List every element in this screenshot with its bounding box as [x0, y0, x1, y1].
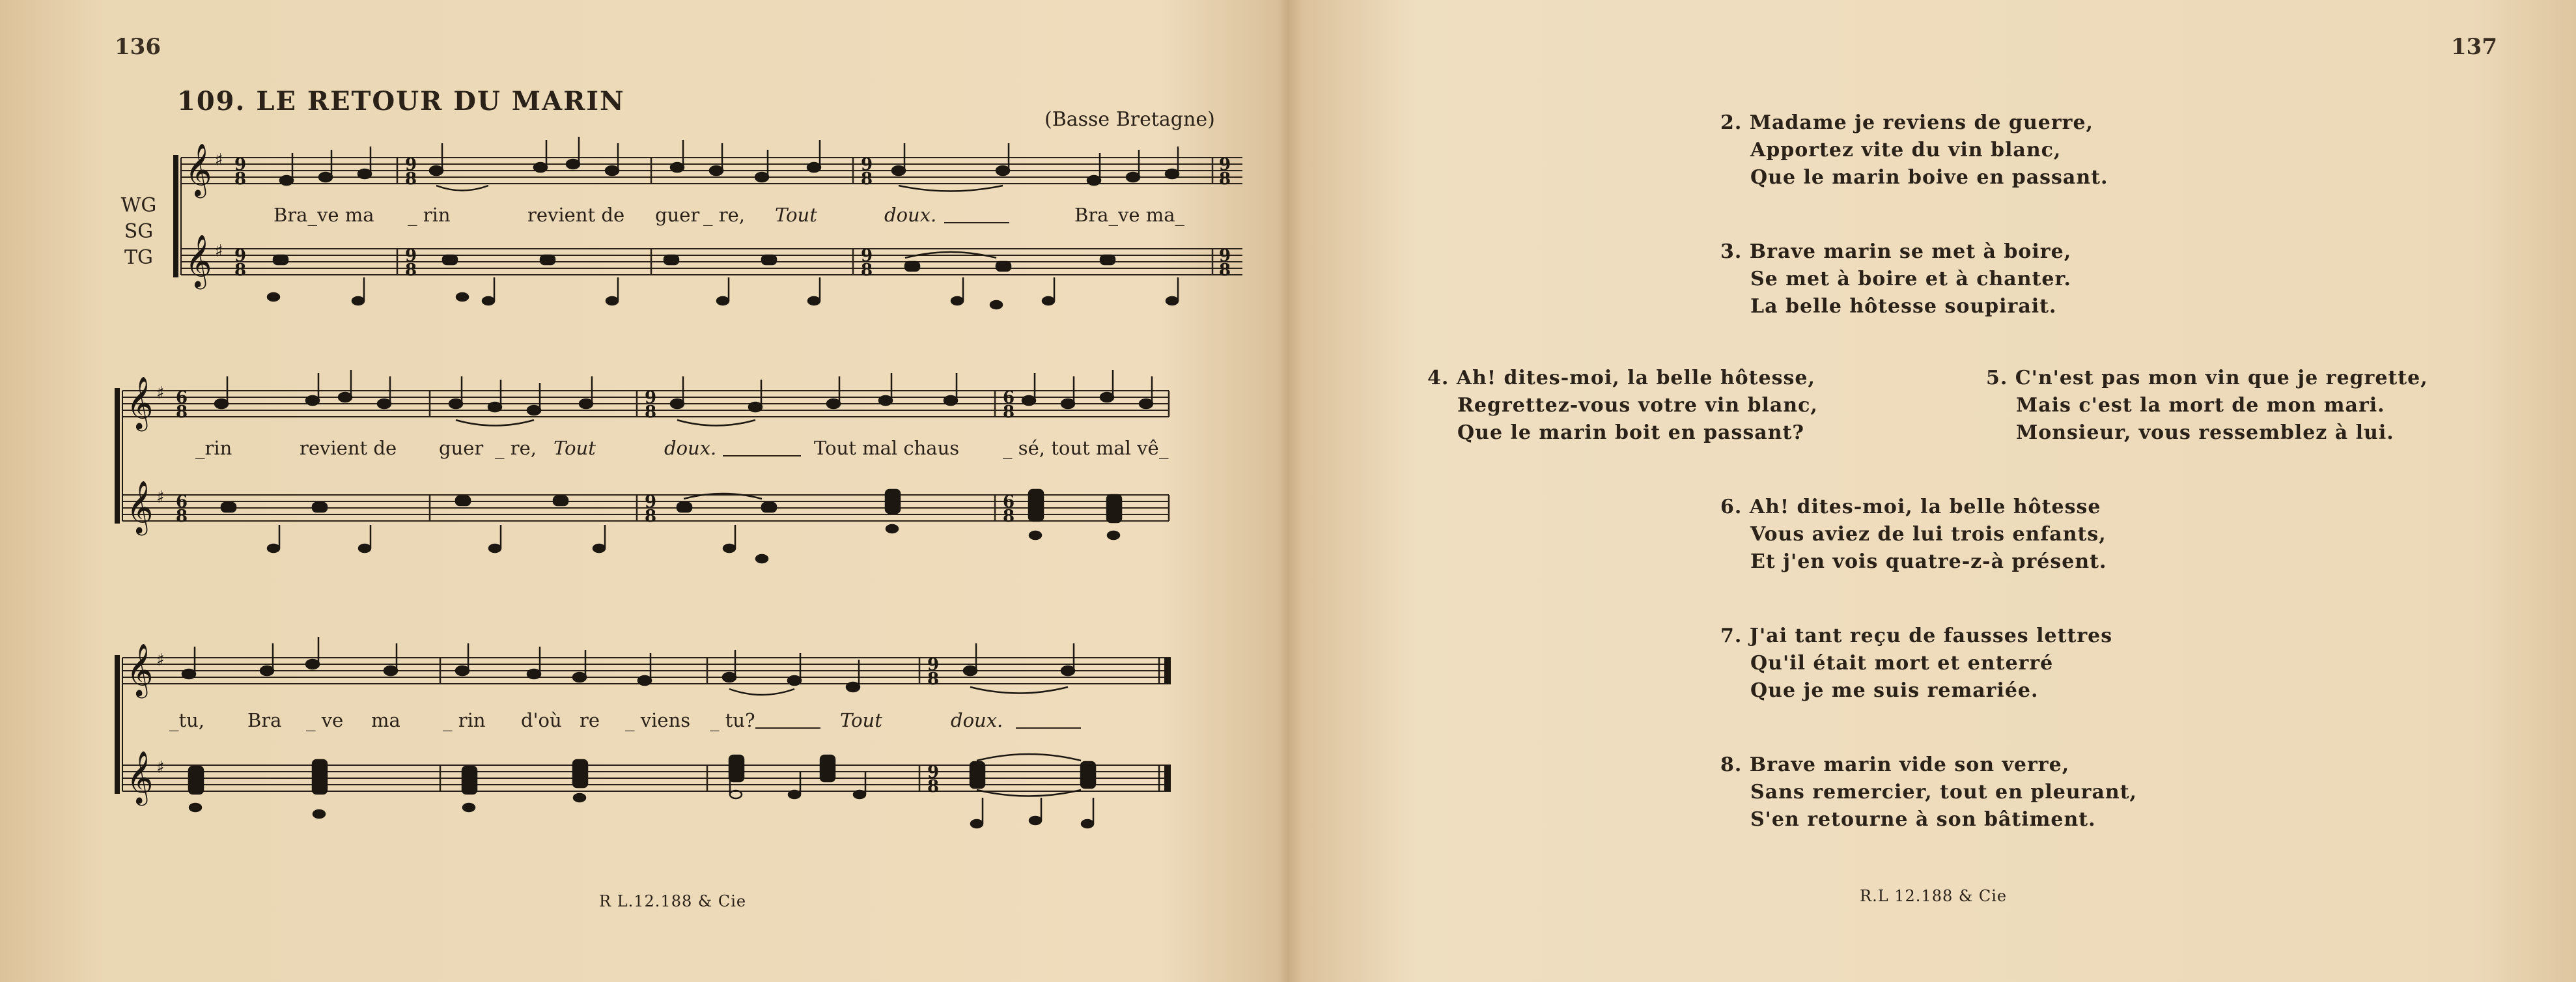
- lyric-s3-0: _tu,: [169, 709, 205, 731]
- system-3: [115, 637, 1171, 828]
- stanza-5: 5. C'n'est pas mon vin que je regrette, Mais c'est la mort de mon mari. Monsieur, vous ressemblez à lui.: [1986, 367, 2428, 444]
- lyric-s2-4: Tout: [553, 437, 596, 459]
- svg-text:8: 8: [861, 260, 873, 280]
- lyric-s2-1: revient de: [300, 437, 397, 459]
- voice-label-wg: WG: [120, 194, 157, 217]
- lyric-s3-9: Tout: [840, 709, 882, 731]
- svg-text:8: 8: [1219, 260, 1231, 280]
- svg-text:9: 9: [405, 155, 417, 175]
- svg-text:𝄞: 𝄞: [185, 143, 212, 196]
- lyric-s2-5: doux.: [664, 437, 717, 459]
- music-score: [98, 130, 1270, 879]
- svg-text:♯: ♯: [156, 488, 165, 507]
- stanza-3: 3. Brave marin se met à boire, Se met à boire et à chanter. La belle hôtesse soupirait.: [1720, 240, 2072, 318]
- lyric-s3-1: Bra: [247, 709, 282, 731]
- svg-text:𝄞: 𝄞: [126, 643, 154, 696]
- lyric-s1-4: _ re,: [703, 204, 745, 226]
- svg-text:𝄞: 𝄞: [126, 376, 154, 429]
- svg-text:9: 9: [1219, 246, 1231, 266]
- svg-text:𝄞: 𝄞: [185, 234, 212, 287]
- lyric-s1-2: revient de: [527, 204, 625, 226]
- lyric-s3-2: _ ve: [306, 709, 344, 731]
- song-number: 109.: [177, 86, 246, 117]
- svg-text:♯: ♯: [215, 242, 223, 261]
- svg-text:8: 8: [927, 777, 940, 796]
- lyric-s3-6: re: [580, 709, 600, 731]
- svg-text:8: 8: [176, 507, 188, 526]
- song-title: LE RETOUR DU MARIN: [256, 86, 625, 117]
- svg-text:8: 8: [1219, 169, 1231, 189]
- svg-text:9: 9: [927, 655, 940, 675]
- lyric-s2-7: _ sé, tout mal vê: [1003, 437, 1159, 459]
- stanza-7: 7. J'ai tant reçu de fausses lettres Qu'il était mort et enterré Que je me suis remariée.: [1720, 624, 2113, 702]
- svg-text:8: 8: [645, 507, 657, 526]
- lyric-s2-8: _: [1159, 437, 1169, 459]
- svg-text:9: 9: [861, 246, 873, 266]
- stanza-2: 2. Madame je reviens de guerre, Apportez vite du vin blanc, Que le marin boive en passant.: [1720, 111, 2108, 189]
- svg-text:8: 8: [1003, 402, 1015, 422]
- lyric-s1-3: guer: [655, 204, 700, 226]
- lyric-s2-2: guer: [439, 437, 484, 459]
- svg-text:9: 9: [927, 763, 940, 782]
- lyric-s1-5: Tout: [775, 204, 817, 226]
- svg-text:𝄞: 𝄞: [126, 750, 154, 804]
- song-title-block: [177, 86, 625, 117]
- footer-left: R L.12.188 & Cie: [599, 892, 747, 910]
- svg-text:8: 8: [405, 260, 417, 280]
- svg-text:8: 8: [176, 402, 188, 422]
- lyric-s2-6: Tout mal chaus: [814, 437, 960, 459]
- system-2: [115, 370, 1169, 563]
- lyric-s1-1: _ rin: [408, 204, 451, 226]
- svg-text:6: 6: [176, 388, 188, 408]
- svg-text:♯: ♯: [156, 758, 165, 778]
- svg-text:8: 8: [927, 669, 940, 689]
- svg-text:8: 8: [645, 402, 657, 422]
- lyric-s3-5: d'où: [521, 709, 562, 731]
- svg-text:8: 8: [861, 169, 873, 189]
- lyric-s3-4: _ rin: [443, 709, 486, 731]
- svg-text:♯: ♯: [215, 150, 223, 170]
- svg-text:8: 8: [405, 169, 417, 189]
- lyric-s3-10: doux.: [951, 709, 1003, 731]
- right-page: [1288, 0, 2576, 982]
- svg-text:9: 9: [405, 246, 417, 266]
- svg-text:9: 9: [645, 388, 657, 408]
- svg-text:9: 9: [234, 246, 247, 266]
- lyric-s3-7: _ viens: [625, 709, 691, 731]
- voice-label-sg: SG: [124, 220, 154, 243]
- svg-text:9: 9: [645, 492, 657, 512]
- page-number-left: 136: [115, 34, 161, 60]
- system-1: [173, 137, 1242, 309]
- page-number-right: 137: [2451, 34, 2497, 60]
- stanza-8: 8. Brave marin vide son verre, Sans remercier, tout en pleurant, S'en retourne à son bâtiment.: [1720, 753, 2137, 831]
- svg-text:♯: ♯: [156, 651, 165, 670]
- lyric-s3-8: _ tu?: [710, 709, 755, 731]
- svg-text:♯: ♯: [156, 384, 165, 403]
- stanza-4: 4. Ah! dites-moi, la belle hôtesse, Regrettez-vous votre vin blanc, Que le marin boit en passant?: [1427, 367, 1818, 444]
- svg-text:8: 8: [234, 169, 247, 189]
- svg-text:8: 8: [234, 260, 247, 280]
- lyric-s1-7: Bra_ve ma_: [1074, 204, 1185, 226]
- song-region: (Basse Bretagne): [1044, 108, 1215, 131]
- stanza-6: 6. Ah! dites-moi, la belle hôtesse Vous aviez de lui trois enfants, Et j'en vois quatre-z-à présent.: [1720, 496, 2107, 573]
- lyric-s2-3: _ re,: [495, 437, 537, 459]
- lyric-s1-6: doux.: [884, 204, 937, 226]
- lyric-s2-0: _rin: [195, 437, 232, 459]
- svg-text:8: 8: [1003, 507, 1015, 526]
- lyric-s3-3: ma: [371, 709, 400, 731]
- lyric-s1-0: Bra_ve ma: [273, 204, 374, 226]
- voice-label-tg: TG: [124, 246, 153, 269]
- svg-text:6: 6: [1003, 492, 1015, 512]
- svg-text:6: 6: [1003, 388, 1015, 408]
- svg-text:9: 9: [234, 155, 247, 175]
- svg-text:6: 6: [176, 492, 188, 512]
- footer-right: R.L 12.188 & Cie: [1860, 887, 2008, 905]
- svg-text:9: 9: [1219, 155, 1231, 175]
- svg-text:𝄞: 𝄞: [126, 480, 154, 533]
- svg-text:9: 9: [861, 155, 873, 175]
